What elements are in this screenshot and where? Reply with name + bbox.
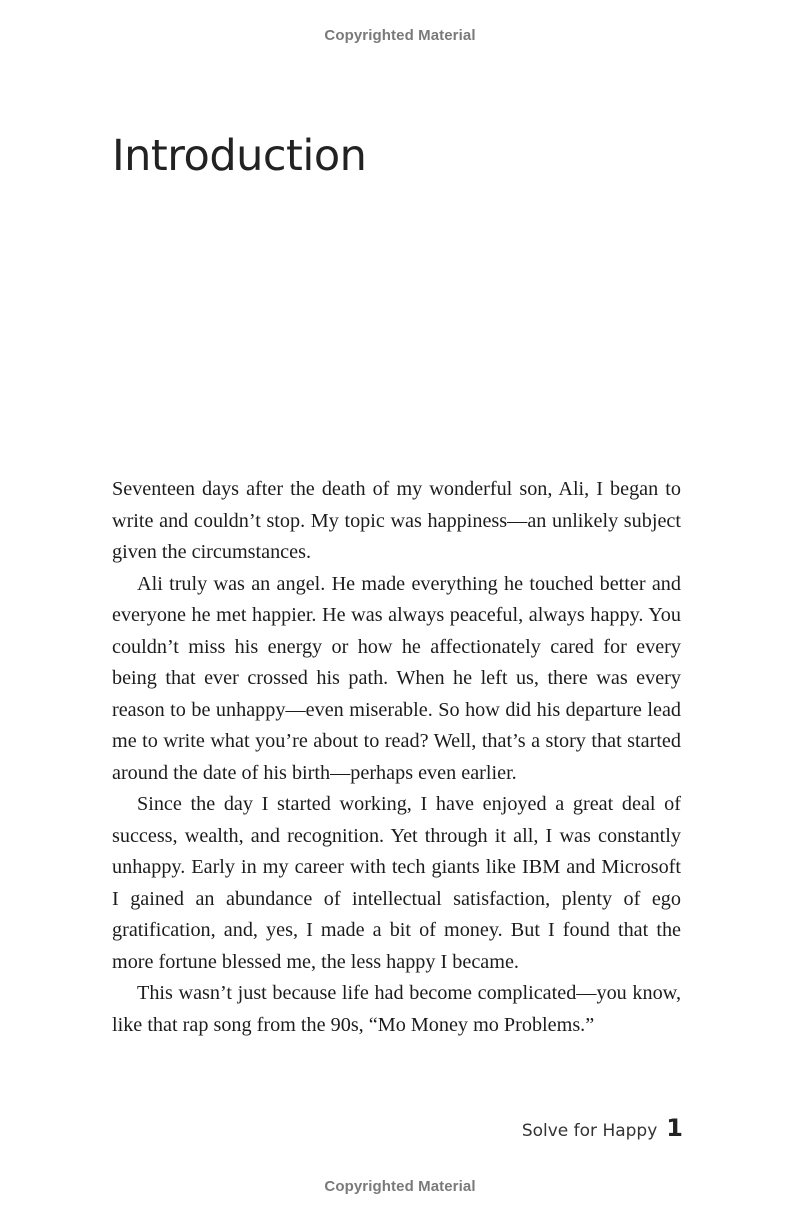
chapter-title: Introduction [112, 131, 367, 181]
paragraph-2: Ali truly was an angel. He made everything he touched better and everyone he met happier. He was always peaceful, always happy. You couldn’t miss his energy or how he affectionately cared for every being that ever crossed his path. When he left us, there was every reason to be unhappy—even miserable. So how did his departure lead me to write what you’re about to read? Well, that’s a story that started around the date of his birth—perhaps even earlier. [112, 572, 681, 784]
paragraph-4: This wasn’t just because life had become complicated—you know, like that rap song from the 90s, “Mo Money mo Problems.” [112, 982, 681, 1036]
page-footer [522, 1114, 683, 1142]
copyright-watermark-top: Copyrighted Material [324, 27, 476, 44]
copyright-watermark-bottom: Copyrighted Material [324, 1178, 476, 1195]
page-number: 1 [666, 1114, 683, 1142]
body-text [112, 474, 681, 1041]
paragraph-3: Since the day I started working, I have enjoyed a great deal of success, wealth, and recognition. Yet through it all, I was constantly unhappy. Early in my career with tech giants like IBM and Microsoft I gained an abundance of intellectual satisfaction, plenty of ego gratification, and, yes, I made a bit of money. But I found that the more fortune blessed me, the less happy I became. [112, 793, 681, 973]
paragraph-1: Seventeen days after the death of my wonderful son, Ali, I began to write and couldn’t stop. My topic was happiness—an unlikely subject given the circumstances. [112, 478, 681, 563]
running-title: Solve for Happy [521, 1121, 658, 1141]
